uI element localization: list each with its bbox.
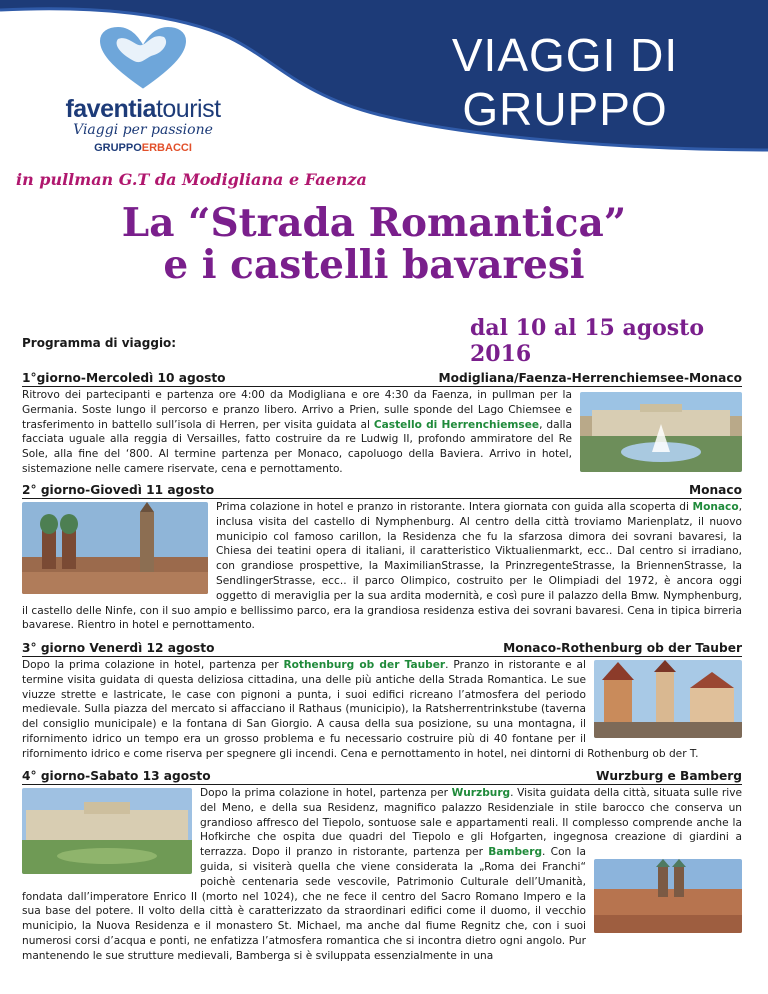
bamberg-photo: [594, 859, 742, 933]
wurzburg-highlight: Wurzburg: [451, 787, 511, 799]
day-2-section: [22, 483, 742, 633]
day-2-route: Monaco: [689, 483, 742, 497]
day-4-section: [22, 769, 742, 964]
monaco-highlight: Monaco: [692, 501, 739, 513]
wurzburg-residenz-photo: [22, 788, 192, 874]
day-4-text: Dopo la prima colazione in hotel, partenza per Wurzburg. Visita guidata della città, situata sulle rive del Meno, e della sua Residenz, magnifico palazzo Residenziale in stile barocco che conserva un grandioso affresco del Tiepolo, sontuose sale e appartamenti reali. Il complesso comprende anche la Hofkirche che ospita due quadri del Tiepolo e gli Hofgarten, ingegnosa creazione di giardini a terrazza. Dopo il pranzo in ristorante, partenza per Bamberg . Con la guida, si visiterà quella che viene considerata la „Roma dei Franchi“ poichè centenaria sede vescovile, Patrimonio Culturale dell’Umanità, fondata dall’imperatore Enrico II (morto nel 1024), che ne fece il centro del Sacro Romano Impero e la sua base del potere. Il volto della città è caratterizzato da straordinari edifici come il duomo, il vecchio municipio, la Nuova Residenza e il monastero St. Michael, ma anche dal fiume Regnitz che, con i suoi numerosi corsi d’acqua e ponti, ne enfatizza l’atmosfera romantica che si incontra dietro ogni angolo. Pur mantenendo le sue strutture medievali, Bamberga si è sviluppata essenzialmente in una: [22, 787, 742, 962]
main-title-line2: e i castelli bavaresi: [163, 242, 585, 288]
brand-block: [28, 95, 258, 154]
munich-skyline-photo: [22, 502, 208, 594]
day-2-header: [22, 483, 742, 499]
day-2-label: 2° giorno-Giovedì 11 agosto: [22, 483, 215, 497]
brand-name: faventiatourist: [65, 95, 221, 123]
day-3-text: Dopo la prima colazione in hotel, partenza per Rothenburg ob der Tauber. Pranzo in ristorante e al termine visita guidata di questa deliziosa cittadina, una delle più antiche della Strada Romantica. Le sue viuzze strette e lastricate, le case con pignoni a punta, i suoi edifici ricreano l’atmosfera del periodo medievale. Sulla piazza del mercato si affacciano il Rathaus (municipio), la Ratsherrentrinkstube (taverna del consiglio municipale) e la fontana di San Giorgio. A causa della sua posizione, su una montagna, il rifornimento idrico un tempo era un grosso problema e fu necessario costruire più di 40 fontane per il rifornimento idrico e come riserva per spegnere gli incendi. Cena e pernottamento in hotel, nei dintorni di Rothenburg ob der T.: [22, 658, 742, 762]
main-title-line1: La “Strada Romantica”: [121, 200, 627, 246]
day-4-label: 4° giorno-Sabato 13 agosto: [22, 769, 211, 783]
header-title: VIAGGI DI GRUPPO: [451, 29, 679, 135]
day-1-route: Modigliana/Faenza-Herrenchiemsee-Monaco: [438, 371, 742, 385]
subtitle: in pullman G.T da Modigliana e Faenza: [16, 170, 367, 189]
day-3-label: 3° giorno Venerdì 12 agosto: [22, 641, 215, 655]
brand-tagline: Viaggi per passione: [73, 122, 213, 138]
day-3-header: [22, 641, 742, 657]
castle-herrenchiemsee-highlight: Castello di Herrenchiemsee: [373, 418, 540, 431]
day-1-label: 1°giorno-Mercoledì 10 agosto: [22, 371, 226, 385]
day-2-text: Prima colazione in hotel e pranzo in ristorante. Intera giornata con guida alla scoperta di Monaco, inclusa visita del castello di Nymphenburg. Al centro della città troviamo Marienplatz, il nuovo municipio col famoso carillon, la Residenza che fu la sfarzosa dimora dei sovrani bavaresi, la Chiesa dei teatini opera di italiani, il caratteristico Viktualienmarkt, ecc.. Dal centro si irradiano, con grandiose prospettive, la MaximilianStrasse, la PrinzregenteStrasse, la BriennenStrasse, la SendlingerStrasse, ecc.. il parco Olimpico, costruito per le Olimpiadi del 1972, è ancora oggi oggetto di meraviglia per la sua ardita modernità, e così pure il palazzo della Bmw. Nymphenburg, il castello delle Ninfe, con il suo ampio e bellissimo parco, era la grandiosa residenza estiva dei sovrani bavaresi. Cena in tipica birreria bavarese. Rientro in hotel e pernottamento.: [22, 501, 742, 632]
program-label: Programma di viaggio:: [22, 336, 177, 350]
day-1-text: Ritrovo dei partecipanti e partenza ore 4:00 da Modigliana e ore 4:30 da Faenza, in pullman per la Germania. Soste lungo il percorso e pranzo libero. Arrivo a Prien, sulle sponde del Lago Chiemsee e trasferimento in battello sull’isola di Herren, per visita guidata al Castello di Herrenchiemsee, dalla facciata uguale alla reggia di Versailles, fatto costruire da re Ludwig II, profondo ammiratore del Re Sole, alla fine del ‘800. Al termine partenza per Monaco, capoluogo della Baviera. Arrivo in hotel, sistemazione nelle camere riservate, cena e pernottamento.: [22, 388, 742, 477]
bamberg-highlight: Bamberg: [488, 846, 543, 859]
castle-herrenchiemsee-photo: [580, 392, 742, 472]
rothenburg-photo: [594, 660, 742, 738]
day-4-header: [22, 769, 742, 785]
day-1-section: [22, 371, 742, 477]
day-3-route: Monaco-Rothenburg ob der Tauber: [503, 641, 742, 655]
day-4-route: Wurzburg e Bamberg: [595, 769, 742, 783]
header-banner: [0, 0, 768, 170]
heart-globe-logo-icon: [98, 25, 188, 95]
rothenburg-highlight: Rothenburg ob der Tauber: [283, 659, 446, 671]
trip-dates: dal 10 al 15 agosto 2016: [470, 315, 705, 367]
brand-group: GRUPPOERBACCI: [94, 142, 192, 154]
day-3-section: [22, 641, 742, 762]
day-1-header: [22, 371, 742, 387]
